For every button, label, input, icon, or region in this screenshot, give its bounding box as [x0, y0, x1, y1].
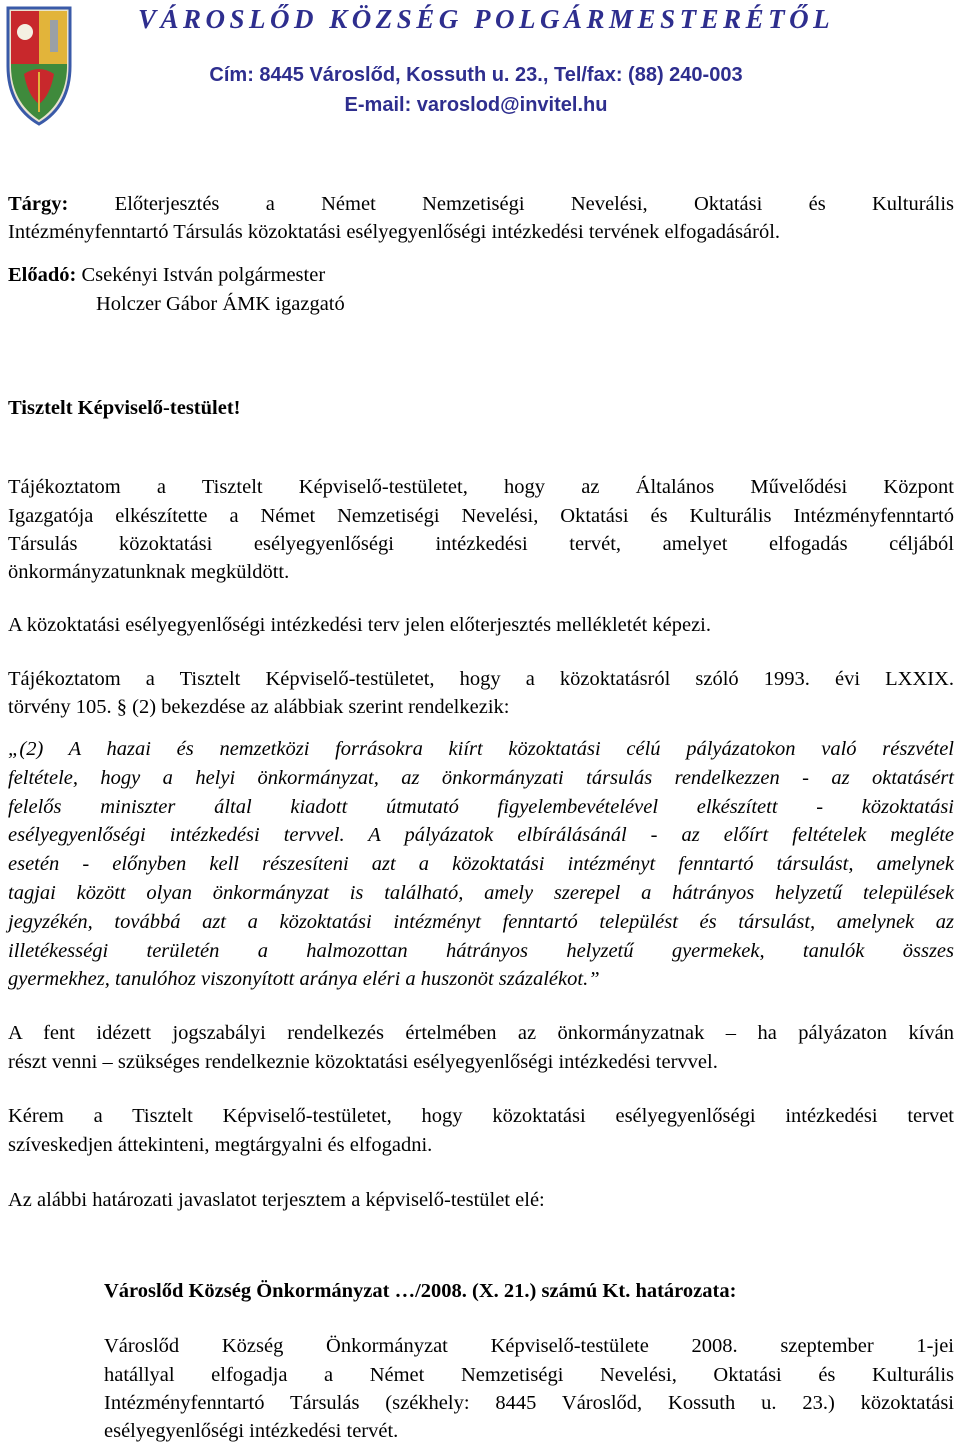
p1-line-3: Társulás közoktatási esélyegyenlőségi intézkedési tervét, amelyet elfogadás céljából: [8, 533, 954, 555]
quote-line-4: esélyegyenlőségi intézkedési tervvel. A pályázatok elbírálásánál - az előírt feltételek megléte: [8, 824, 954, 846]
resolution-line-1: Városlőd Község Önkormányzat Képviselő-testülete 2008. szeptember 1-jei: [104, 1335, 954, 1357]
p4-line-1: A fent idézett jogszabályi rendelkezés értelmében az önkormányzatnak – ha pályázaton kíván: [8, 1022, 954, 1044]
quote-line-2: feltétele, hogy a helyi önkormányzat, az önkormányzati társulás rendelkezzen - az oktatásért: [8, 767, 954, 789]
coat-of-arms: [4, 2, 74, 128]
subject-text-1: Előterjesztés a Német Nemzetiségi Nevelési, Oktatási és Kulturális: [114, 193, 954, 215]
presenter-line-1: [8, 264, 954, 287]
quote-line-5: esetén - előnyben kell részesíteni azt a közoktatási intézményt fenntartó társulást, amelynek: [8, 853, 954, 875]
p4-line-2: részt venni – szükséges rendelkeznie közoktatási esélyegyenlőségi intézkedési tervvel.: [8, 1051, 718, 1073]
p1-line-4: önkormányzatunknak megküldött.: [8, 561, 290, 583]
quote-line-1: „(2) A hazai és nemzetközi forrásokra kiírt közoktatási célú pályázatokon való részvétel: [8, 738, 954, 760]
email-line: E-mail: varoslod@invitel.hu: [344, 94, 608, 116]
presenter-name-2: Holczer Gábor ÁMK igazgató: [96, 293, 345, 315]
p3-line-1: Tájékoztatom a Tisztelt Képviselő-testületet, hogy a közoktatásról szóló 1993. évi LXXIX.: [8, 668, 954, 690]
subject-line-1: [8, 193, 954, 216]
quote-line-3: felelős miniszter által kiadott útmutató figyelembevételével elkészített - közoktatási: [8, 796, 954, 818]
presenter-name-1: Csekényi István polgármester: [81, 264, 326, 286]
p2: A közoktatási esélyegyenlőségi intézkedési terv jelen előterjesztés mellékletét képezi.: [8, 614, 711, 636]
p3-line-2: törvény 105. § (2) bekezdése az alábbiak szerint rendelkezik:: [8, 696, 510, 718]
quote-line-9: gyermekhez, tanulóhoz viszonyított aránya eléri a huszonöt százalékot.”: [8, 968, 600, 990]
coat-of-arms-icon: [4, 2, 74, 128]
resolution-line-2: hatállyal elfogadja a Német Nemzetiségi Nevelési, Oktatási és Kulturális: [104, 1364, 954, 1386]
address-line: Cím: 8445 Városlőd, Kossuth u. 23., Tel/fax: (88) 240-003: [209, 64, 743, 86]
subject-text-2: Intézményfenntartó Társulás közoktatási esélyegyenlőségi intézkedési tervének elfogadásáról.: [8, 221, 781, 243]
presenter-label: Előadó:: [8, 264, 77, 286]
quote-line-7: jegyzékén, továbbá azt a közoktatási intézményt fenntartó települést és társulást, amelynek az: [8, 911, 954, 933]
p1-line-2: Igazgatója elkészítette a Német Nemzetiségi Nevelési, Oktatási és Kulturális Intézményfenntartó: [8, 505, 954, 527]
resolution-title: Városlőd Község Önkormányzat …/2008. (X. 21.) számú Kt. határozata:: [104, 1280, 737, 1302]
p5-line-2: szíveskedjen áttekinteni, megtárgyalni és elfogadni.: [8, 1134, 433, 1156]
p5-line-1: Kérem a Tisztelt Képviselő-testületet, hogy közoktatási esélyegyenlőségi intézkedési tervet: [8, 1105, 954, 1127]
quote-line-8: illetékességi területén a halmozottan hátrányos helyzetű gyermekek, tanulók összes: [8, 940, 954, 962]
p1-line-1: Tájékoztatom a Tisztelt Képviselő-testületet, hogy az Általános Művelődési Központ: [8, 476, 954, 498]
salutation: Tisztelt Képviselő-testület!: [8, 397, 241, 419]
subject-label: Tárgy:: [8, 193, 69, 215]
resolution-line-4: esélyegyenlőségi intézkedési tervét.: [104, 1420, 399, 1442]
quote-line-6: tagjai között olyan önkormányzat is található, amely szerepel a hátrányos helyzetű települések: [8, 882, 954, 904]
page-title: VÁROSLŐD KÖZSÉG POLGÁRMESTERÉTŐL: [138, 4, 835, 34]
p6: Az alábbi határozati javaslatot terjesztem a képviselő-testület elé:: [8, 1189, 545, 1211]
resolution-line-3: Intézményfenntartó Társulás (székhely: 8445 Városlőd, Kossuth u. 23.) közoktatási: [104, 1392, 954, 1414]
